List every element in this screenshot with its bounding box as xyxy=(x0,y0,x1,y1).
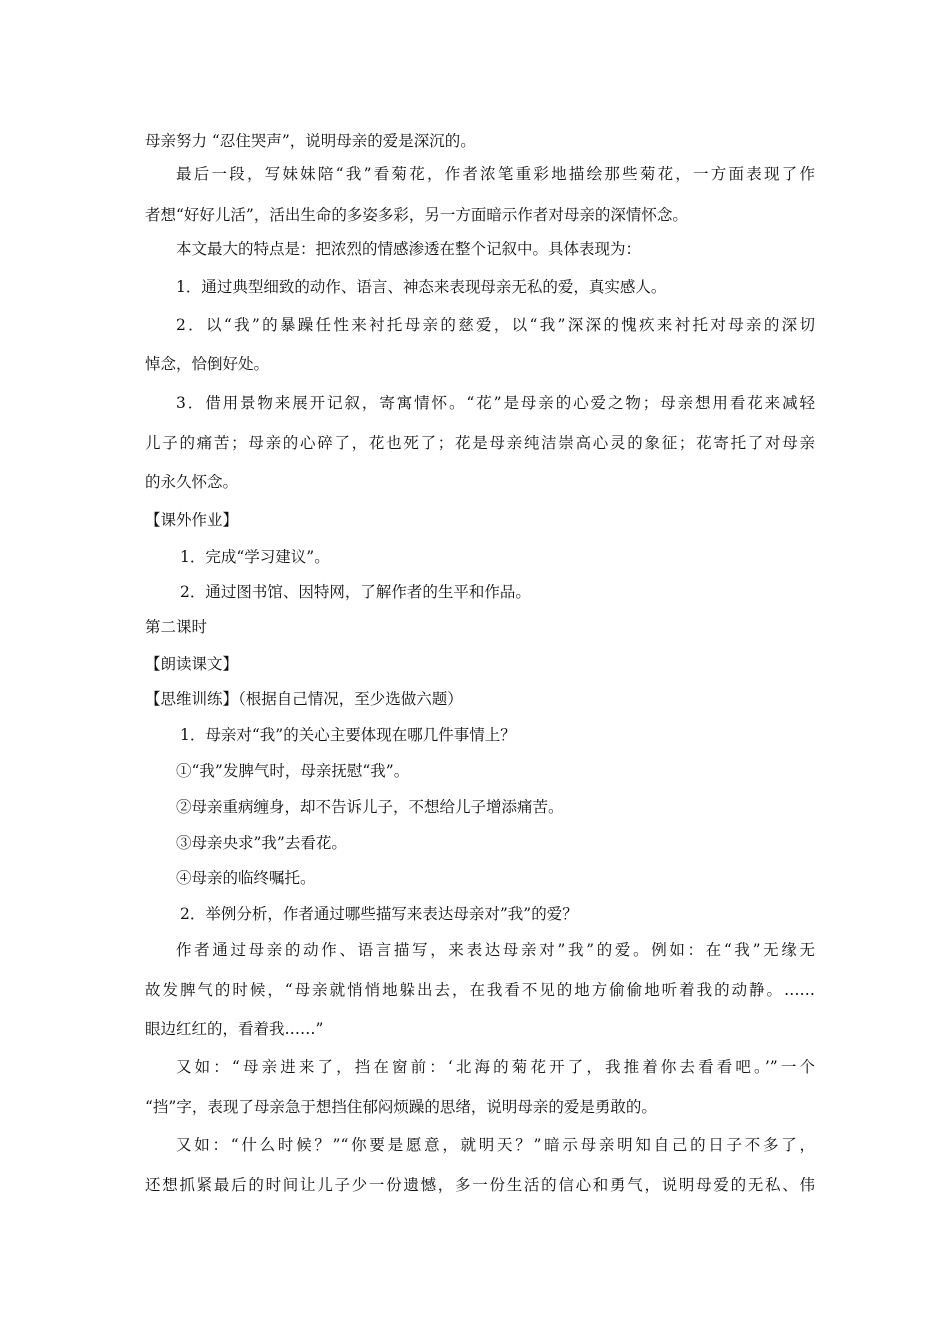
paragraph-line: 又如：“母亲进来了，挡在窗前：‘北海的菊花开了，我推着你去看看吧。’”一个 xyxy=(176,1058,815,1076)
list-item: 3．借用景物来展开记叙，寄寓情怀。“花”是母亲的心爱之物；母亲想用看花来减轻 xyxy=(176,394,815,412)
paragraph-line: 又如：“什么时候？”“你要是愿意，就明天？”暗示母亲明知自己的日子不多了， xyxy=(176,1136,815,1154)
paragraph-line: “挡”字，表现了母亲急于想挡住郁闷烦躁的思绪，说明母亲的爱是勇敢的。 xyxy=(145,1098,657,1116)
paragraph-line: 母亲努力 “忍住哭声”，说明母亲的爱是深沉的。 xyxy=(145,132,476,150)
paragraph-line: 悼念，恰倒好处。 xyxy=(145,355,270,373)
paragraph-line: 者想“好好儿活”，活出生命的多姿多彩，另一方面暗示作者对母亲的深情怀念。 xyxy=(145,206,688,224)
paragraph-line: 的永久怀念。 xyxy=(145,473,239,491)
lesson-heading: 第二课时 xyxy=(145,618,208,636)
paragraph-line: 还想抓紧最后的时间让儿子少一份遗憾，多一份生活的信心和勇气，说明母爱的无私、伟 xyxy=(145,1176,815,1194)
section-heading: 【朗读课文】 xyxy=(145,655,239,673)
paragraph-line: 眼边红红的，看着我……” xyxy=(145,1020,324,1038)
paragraph-line: 本文最大的特点是：把浓烈的情感渗透在整个记叙中。具体表现为： xyxy=(176,240,642,258)
paragraph-line: 儿子的痛苦；母亲的心碎了，花也死了；花是母亲纯洁崇高心灵的象征；花寄托了对母亲 xyxy=(145,434,815,452)
question-item: 1．母亲对“我”的关心主要体现在哪几件事情上？ xyxy=(180,726,516,744)
paragraph-line: 最后一段，写妹妹陪“我”看菊花，作者浓笔重彩地描绘那些菊花，一方面表现了作 xyxy=(176,165,815,183)
answer-item: ③母亲央求”我”去看花。 xyxy=(176,834,347,852)
answer-item: ②母亲重病缠身，却不告诉儿子，不想给儿子增添痛苦。 xyxy=(176,798,564,816)
answer-item: ①“我”发脾气时，母亲抚慰“我”。 xyxy=(176,762,410,780)
paragraph-line: 故发脾气的时候，“母亲就悄悄地躲出去，在我看不见的地方偷偷地听着我的动静。…… xyxy=(145,981,815,999)
section-heading: 【课外作业】 xyxy=(145,511,239,529)
list-item: 1．完成“学习建议”。 xyxy=(180,548,330,566)
question-item: 2．举例分析，作者通过哪些描写来表达母亲对”我”的爱？ xyxy=(180,905,578,923)
section-heading: 【思维训练】（根据自己情况，至少选做六题） xyxy=(145,690,463,708)
list-item: 2．通过图书馆、因特网，了解作者的生平和作品。 xyxy=(180,583,531,601)
answer-item: ④母亲的临终嘱托。 xyxy=(176,869,316,887)
list-item: 1．通过典型细致的动作、语言、神态来表现母亲无私的爱，真实感人。 xyxy=(176,278,667,296)
paragraph-line: 作者通过母亲的动作、语言描写，来表达母亲对”我”的爱。例如：在“我”无缘无 xyxy=(176,941,815,959)
list-item: 2．以“我”的暴躁任性来衬托母亲的慈爱，以“我”深深的愧疚来衬托对母亲的深切 xyxy=(176,316,815,334)
